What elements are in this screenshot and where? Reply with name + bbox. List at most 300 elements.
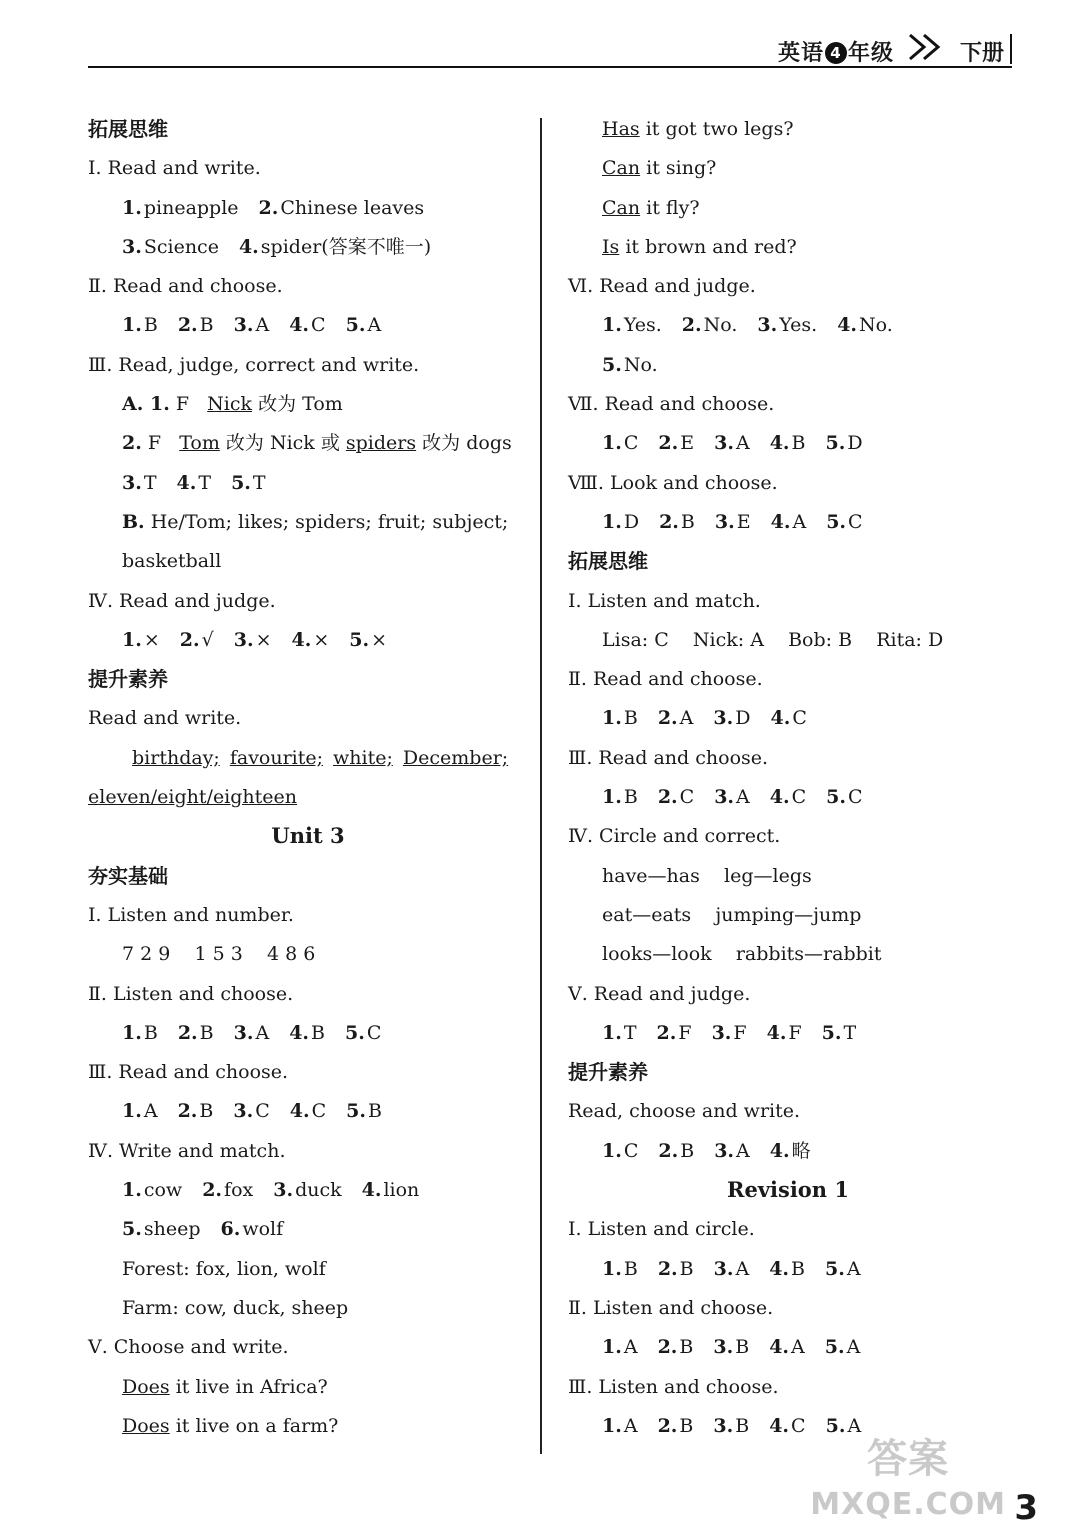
answer-value: B [791,1257,806,1280]
item-number: 5. [231,471,251,494]
answer-item [122,627,160,653]
answer-value: pineapple [143,196,239,219]
answer-item [770,705,806,731]
answer-value: A [792,510,807,533]
answer-value: A [847,1414,862,1437]
answer-item [362,1177,420,1203]
grade-label: 年级 [847,41,894,66]
answer-value: T [198,471,212,494]
underlined-word: white; [333,746,393,769]
answer-value: B [680,510,695,533]
answer-item [826,430,863,456]
item-number: 1. [602,1336,622,1359]
answer-value: B [143,314,158,337]
answer-item [769,1256,805,1282]
answer-item [602,1138,638,1164]
item-number: 3. [714,432,734,455]
section-heading: 拓展思维 [88,117,168,141]
answer-value: T [252,471,266,494]
item-number: 3. [713,1336,734,1359]
answer-item [826,1413,862,1439]
answer-row: 7 2 9 1 5 3 4 8 6 [122,943,316,966]
answer-value: wolf [242,1218,284,1241]
column-divider [540,118,542,1454]
answer-value: F [678,1021,692,1044]
answer-text: 改为 Nick 或 [225,432,340,455]
answer-item [826,784,862,810]
question-heading: Ⅴ. Read and judge. [568,982,751,1005]
answer-row [568,784,1008,823]
item-number: 5. [826,786,847,809]
answer-item [714,784,750,810]
item-number: 3. [711,1021,732,1044]
answer-value: E [680,432,695,455]
item-number: 4. [361,1179,382,1202]
answer-row [568,155,1008,194]
answer-text: He/Tom; likes; spiders; fruit; subject; [150,510,509,533]
answer-value: A [255,314,270,337]
answer-item [122,470,157,496]
watermark-top: 答案 [867,1436,950,1482]
question-heading: Ⅰ. Listen and match. [568,589,761,612]
item-number: 5. [821,1021,842,1044]
answer-item [602,352,658,378]
answer-item [713,705,750,731]
item-number: 1. [122,196,142,219]
answer-value: Yes. [623,314,662,337]
item-number: 4. [769,1139,790,1162]
item-number: 3. [714,786,735,809]
answer-text: it live on a farm? [175,1414,339,1437]
question-heading: Ⅴ. Choose and write. [88,1336,289,1359]
item-number: 4. [769,1257,790,1280]
answer-row [568,352,1008,391]
item-number: 4. [769,1336,790,1359]
answer-value: A [367,314,382,337]
answer-item [122,1098,158,1124]
item-number: 5. [122,1218,142,1241]
answer-value: D [623,510,640,533]
answer-text: it sing? [646,157,717,180]
item-number: 4. [289,1021,310,1044]
answer-item [682,312,738,338]
answer-item [602,430,638,456]
answer-row [88,1413,528,1452]
item-number: 5. [825,1414,846,1437]
answer-value: B [679,1257,694,1280]
item-number: 1. [602,1257,622,1280]
answer-value: A [735,1257,750,1280]
question-heading: Ⅳ. Read and judge. [88,589,276,612]
answer-value: A [143,1100,158,1123]
answer-item [822,1020,857,1046]
answer-row: have—has leg—legs [602,864,812,887]
item-number: 2. [258,196,279,219]
answer-row [568,705,1008,744]
question-heading: Read and write. [88,707,242,730]
answer-value: No. [859,314,893,337]
answer-item [349,627,387,653]
answer-row [568,312,1008,351]
answer-item [234,312,270,338]
answer-value: C [791,1414,806,1437]
answer-item [713,1334,749,1360]
answer-value: F [788,1021,802,1044]
answer-value: T [843,1021,857,1044]
item-number: 2. [658,432,679,455]
answer-value: A [846,1257,861,1280]
answer-row [88,1177,528,1216]
answer-row [568,509,1008,548]
answer-value: × [313,628,330,651]
answer-row [568,1256,1008,1295]
answer-value: C [792,707,807,730]
answer-item [713,1413,749,1439]
answer-value: B [791,432,806,455]
answer-value: A [736,786,750,809]
underlined-word: Does [122,1414,170,1437]
answer-text: 改为 Tom [258,393,343,416]
answer-item [712,1020,747,1046]
answer-item [658,1138,694,1164]
page-number: 3 [1014,1488,1038,1528]
question-heading: Ⅱ. Read and choose. [568,668,763,691]
answer-value: C [255,1100,270,1123]
answer-value: √ [201,628,214,651]
answer-value: cow [143,1179,183,1202]
answer-row: Lisa: C Nick: A Bob: B Rita: D [602,628,944,651]
answer-row [88,1216,528,1255]
answer-value: B [679,1414,694,1437]
item-number: 1. [602,1414,622,1437]
answer-value: F [147,432,162,455]
answer-value: A [735,432,750,455]
item-number: 2. [656,1021,677,1044]
item-number: 1. [122,314,142,337]
underlined-word: Has [602,118,640,140]
answer-item [714,430,750,456]
answer-text: Forest: fox, lion, wolf [122,1257,326,1280]
question-heading: Ⅱ. Listen and choose. [88,982,294,1005]
answer-item [291,627,329,653]
question-heading: Ⅳ. Circle and correct. [568,825,781,848]
answer-value: B [623,1257,638,1280]
question-heading: Ⅶ. Read and choose. [568,393,775,416]
question-heading: Ⅷ. Look and choose. [568,471,778,494]
underlined-word: Can [602,157,641,180]
item-number: 3. [233,1100,254,1123]
answer-value: C [848,510,863,533]
answer-row: looks—look rabbits—rabbit [602,943,882,966]
item-number: 4. [837,314,858,337]
item-number: 5. [825,1257,845,1280]
answer-item [259,195,425,221]
answer-text: 改为 dogs [422,432,512,455]
answer-value: 略 [791,1139,811,1162]
answer-value: × [371,628,388,651]
answer-row [568,116,1008,155]
answer-item [837,312,893,338]
answer-item [715,509,751,535]
watermark-bottom: MXQE.COM [810,1487,1006,1522]
underlined-word: December; [402,746,509,769]
item-number: 2. [681,314,702,337]
answer-item [178,1020,214,1046]
item-number: 2. [657,1257,678,1280]
answer-row [88,784,528,823]
answer-value: A [623,1414,638,1437]
answer-item [233,1098,269,1124]
question-heading: Ⅰ. Listen and number. [88,903,294,926]
item-number: 5. [602,353,622,376]
item-number: 5. [345,1021,365,1044]
answer-row [88,745,528,784]
underlined-word: Can [602,196,641,219]
answer-item [122,195,239,221]
answer-text: it fly? [646,196,700,219]
answer-value: × [255,628,272,651]
answer-value: B [199,314,214,337]
item-number: 3. [233,628,254,651]
item-number: 3. [233,1021,254,1044]
item-number: 5. [346,1100,367,1123]
item-number: 1. [122,1100,142,1123]
item-number: 3. [122,235,142,258]
answer-item [602,312,662,338]
item-number: 4. [766,1021,787,1044]
header-divider [1010,34,1012,64]
answer-value: A [736,1139,750,1162]
section-heading: 提升素养 [88,667,168,692]
item-number: A. 1. [122,393,170,416]
answer-item [180,627,214,653]
answer-value: B [311,1021,326,1044]
item-number: 3. [233,314,254,337]
item-number: 3. [122,471,142,494]
item-number: 2. [177,1100,198,1123]
answer-item [234,627,272,653]
item-number: 2. [177,314,198,337]
underlined-word: Is [602,235,620,258]
question-heading: Read, choose and write. [568,1100,801,1123]
answer-item [122,1020,158,1046]
answer-value: × [143,628,160,651]
answer-row [88,391,528,430]
answer-item [122,1216,200,1242]
answer-item [770,784,806,810]
item-number: 2. [657,1336,678,1359]
question-heading: Ⅱ. Read and choose. [88,275,283,298]
answer-row [88,1374,528,1413]
answer-row [88,1020,528,1059]
question-heading: Ⅱ. Listen and choose. [568,1296,774,1319]
question-heading: Ⅰ. Read and write. [88,157,261,180]
underlined-word: Tom [179,432,220,455]
item-number: 3. [714,510,735,533]
item-number: 1. [602,1021,622,1044]
answer-item [658,705,694,731]
item-number: 4. [769,786,790,809]
item-number: 3. [713,1414,734,1437]
answer-row [568,430,1008,469]
item-number: 4. [770,510,791,533]
answer-value: duck [295,1179,342,1202]
item-number: 2. [658,1139,679,1162]
item-number: 4. [238,235,259,258]
answer-value: C [623,432,639,455]
answer-text: it brown and red? [625,235,797,258]
answer-value: C [848,786,863,809]
answer-item [602,509,639,535]
answer-row [568,234,1008,273]
answer-row [568,1020,1008,1059]
answer-row [568,1334,1008,1373]
answer-value: T [623,1021,637,1044]
answer-row [88,470,528,509]
item-number: 1. [602,510,622,533]
item-number: 5. [824,1336,845,1359]
item-number: 1. [602,314,622,337]
answer-value: A [679,707,694,730]
underlined-word: Nick [207,393,253,416]
answer-item [602,1334,638,1360]
item-number: 1. [602,786,622,809]
answer-row: eat—eats jumping—jump [602,903,862,926]
answer-value: B [199,1100,214,1123]
underlined-word: favourite; [229,746,324,769]
answer-value: lion [383,1179,420,1202]
grade-number-badge: 4 [825,42,847,64]
answer-item [346,312,382,338]
item-number: 2. [657,707,678,730]
item-number: 3. [273,1179,294,1202]
answer-item [178,312,214,338]
item-number: 4. [176,471,197,494]
answer-value: F [733,1021,747,1044]
answer-item [767,1020,802,1046]
section-heading: 拓展思维 [568,549,648,574]
answer-item [231,470,266,496]
item-number: 4. [770,707,791,730]
item-number: 4. [291,628,312,651]
answer-value: B [735,1336,750,1359]
answer-value: Chinese leaves [280,196,425,219]
answer-value: C [623,1139,639,1162]
answer-text: it got two legs? [645,118,794,140]
answer-value: B [680,1139,695,1162]
answer-value: A [623,1336,638,1359]
answer-row [88,312,528,351]
item-number: 3. [713,1257,734,1280]
answer-value: C [791,786,807,809]
subject-label: 英语 [777,41,824,66]
answer-item [770,1138,811,1164]
answer-item [770,430,806,456]
item-number: 5. [825,432,846,455]
answer-row [88,430,528,469]
item-number: 5. [345,314,366,337]
answer-value: C [311,314,326,337]
answer-value: Yes. [779,314,818,337]
answer-item [202,1177,253,1203]
answer-item [714,1256,750,1282]
answer-item [122,1177,182,1203]
answer-item [177,470,212,496]
answer-item [658,1334,694,1360]
answer-value: F [175,393,190,416]
answer-value: fox [224,1179,254,1202]
question-heading: Ⅲ. Listen and choose. [568,1375,779,1398]
answer-item [714,1138,750,1164]
answer-item [757,312,817,338]
double-chevron-icon [906,32,946,62]
answer-item [602,1256,638,1282]
answer-item [771,509,807,535]
right-column [568,116,1008,1452]
answer-value: C [311,1100,327,1123]
answer-item [658,784,694,810]
answer-value: A [791,1336,805,1359]
answer-item [658,1256,694,1282]
answer-item [658,430,694,456]
item-number: 2. [122,432,142,455]
answer-row [88,195,528,234]
item-number: 4. [769,1414,790,1437]
answer-value: D [735,707,751,730]
answer-item [657,1020,692,1046]
answer-item [345,1020,381,1046]
header-title [778,36,894,67]
answer-row [88,509,528,548]
answer-item [122,312,158,338]
item-number: 2. [659,510,679,533]
underlined-word: Does [122,1375,170,1398]
answer-item [178,1098,214,1124]
answer-value: sheep [143,1218,201,1241]
answer-value: E [736,510,751,533]
answer-item [122,234,219,260]
item-number: 4. [289,314,310,337]
item-number: 1. [602,707,622,730]
answer-item [769,1334,805,1360]
item-number: 3. [714,1139,735,1162]
answer-value: T [143,471,157,494]
page-header [88,30,1012,68]
watermark-logo [810,1436,1006,1528]
item-number: 3. [713,707,734,730]
answer-item [825,1334,861,1360]
question-heading: Ⅲ. Read and choose. [568,746,769,769]
answer-item [769,1413,805,1439]
unit-title: Unit 3 [271,823,345,849]
answer-item [602,1020,637,1046]
answer-value: B [199,1021,214,1044]
answer-value: B [735,1414,750,1437]
answer-item [602,1413,638,1439]
question-heading: Ⅵ. Read and judge. [568,275,756,298]
underlined-word: spiders [345,432,417,455]
answer-value: A [846,1336,861,1359]
answer-item [290,1098,326,1124]
answer-item [234,1020,270,1046]
answer-value: B [143,1021,158,1044]
answer-item [602,705,638,731]
answer-value: B [623,786,638,809]
item-number: 2. [657,786,678,809]
answer-row [568,195,1008,234]
answer-text: basketball [122,550,222,573]
answer-item [289,1020,325,1046]
